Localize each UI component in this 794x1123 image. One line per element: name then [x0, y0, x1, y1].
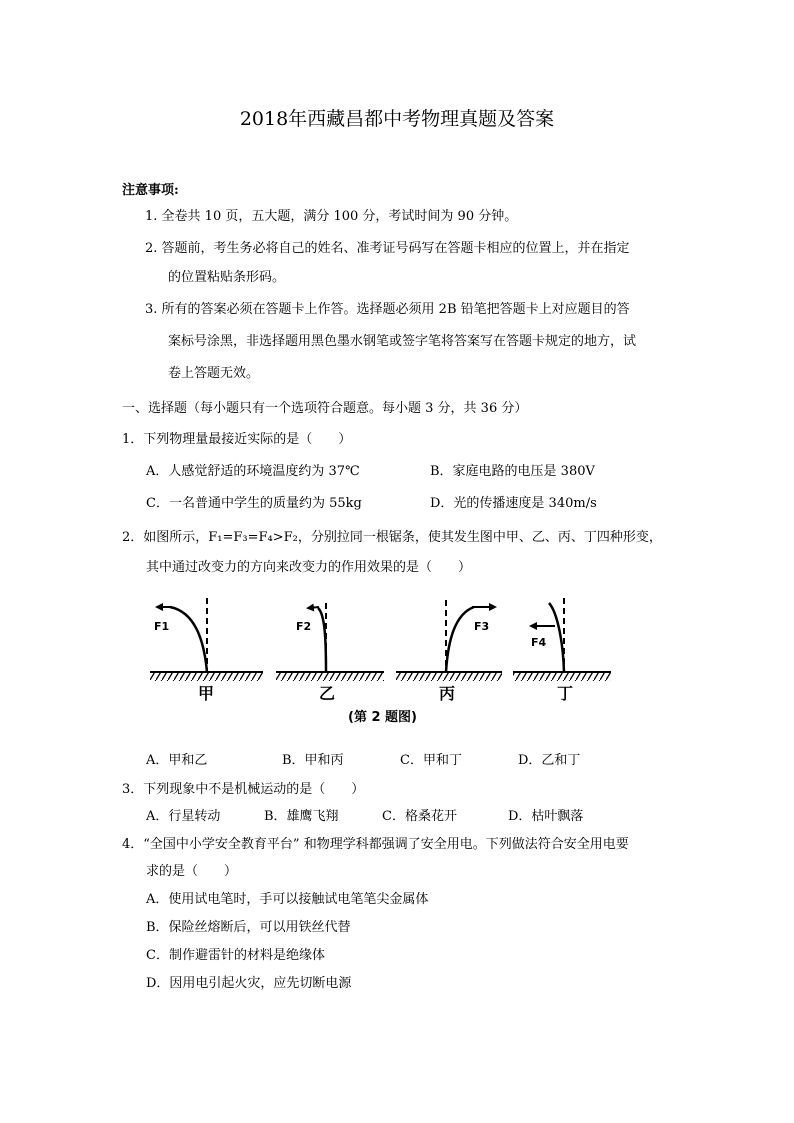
- q4-option-c: C．制作避雷针的材料是绝缘体: [146, 948, 325, 963]
- q4-option-a: A．使用试电笔时，手可以接触试电笔笔尖金属体: [146, 892, 429, 907]
- force-label-f4: F4: [531, 636, 547, 649]
- notice-item-2: 2. 答题前，考生务必将自己的姓名、准考证号码写在答题卡相应的位置上，并在指定: [145, 241, 630, 256]
- q3-option-c: C．格桑花开: [382, 809, 457, 824]
- q3-option-d: D．枯叶飘落: [508, 809, 584, 824]
- figure-label-ding: 丁: [557, 684, 574, 703]
- q2-stem: 2．如图所示，F₁=F₃=F₄>F₂，分别拉同一根锯条，使其发生图中甲、乙、丙、丁四种形变，: [122, 530, 662, 545]
- q1-stem: 1．下列物理量最接近实际的是（ ）: [122, 432, 352, 447]
- q2-option-a: A．甲和乙: [146, 753, 208, 768]
- notice-item-3-cont2: 卷上答题无效。: [168, 366, 260, 381]
- figure-jia: [150, 598, 263, 681]
- figure-yi: [276, 603, 384, 681]
- q3-stem: 3．下列现象中不是机械运动的是（ ）: [122, 782, 365, 797]
- notice-item-3-cont: 案标号涂黑，非选择题用黑色墨水钢笔或签字笔将答案写在答题卡规定的地方，试: [168, 334, 637, 349]
- notice-item-3: 3. 所有的答案必须在答题卡上作答。选择题必须用 2B 铅笔把答题卡上对应题目的答: [145, 302, 630, 317]
- q1-option-b: B．家庭电路的电压是 380V: [430, 464, 595, 479]
- q4-stem-cont: 求的是（ ）: [146, 864, 238, 879]
- q4-option-b: B．保险丝熔断后，可以用铁丝代替: [146, 920, 351, 935]
- q2-option-c: C．甲和丁: [400, 753, 462, 768]
- figure-label-jia: 甲: [198, 684, 215, 703]
- q1-option-d: D．光的传播速度是 340m/s: [430, 496, 597, 511]
- q3-option-b: B．雄鹰飞翔: [264, 809, 339, 824]
- force-label-f3: F3: [474, 620, 490, 633]
- force-label-f2: F2: [296, 620, 312, 633]
- notice-item-1: 1. 全卷共 10 页，五大题，满分 100 分，考试时间为 90 分钟。: [145, 209, 518, 224]
- q2-stem-cont: 其中通过改变力的方向来改变力的作用效果的是（ ）: [146, 560, 472, 575]
- q2-option-b: B．甲和丙: [282, 753, 344, 768]
- q2-option-d: D．乙和丁: [518, 753, 581, 768]
- notice-heading: 注意事项:: [122, 183, 179, 198]
- q1-option-c: C．一名普通中学生的质量约为 55kg: [146, 496, 362, 511]
- section-heading: 一、选择题（每小题只有一个选项符合题意。每小题 3 分，共 36 分）: [122, 401, 528, 416]
- figure-label-yi: 乙: [319, 684, 336, 703]
- figure-ding: [513, 598, 611, 681]
- q4-stem: 4．“全国中小学安全教育平台” 和物理学科都强调了安全用电。下列做法符合安全用电要: [122, 837, 629, 852]
- notice-item-2-cont: 的位置粘贴条形码。: [168, 270, 286, 285]
- figure-label-bing: 丙: [439, 684, 456, 703]
- q3-option-a: A．行星转动: [146, 809, 221, 824]
- force-label-f1: F1: [154, 620, 170, 633]
- q4-option-d: D．因用电引起火灾，应先切断电源: [146, 976, 352, 991]
- page-title: 2018年西藏昌都中考物理真题及答案: [239, 108, 555, 130]
- figure-bing: [396, 600, 502, 681]
- q1-option-a: A．人感觉舒适的环境温度约为 37℃: [146, 464, 360, 479]
- figure-caption: (第 2 题图): [348, 710, 417, 725]
